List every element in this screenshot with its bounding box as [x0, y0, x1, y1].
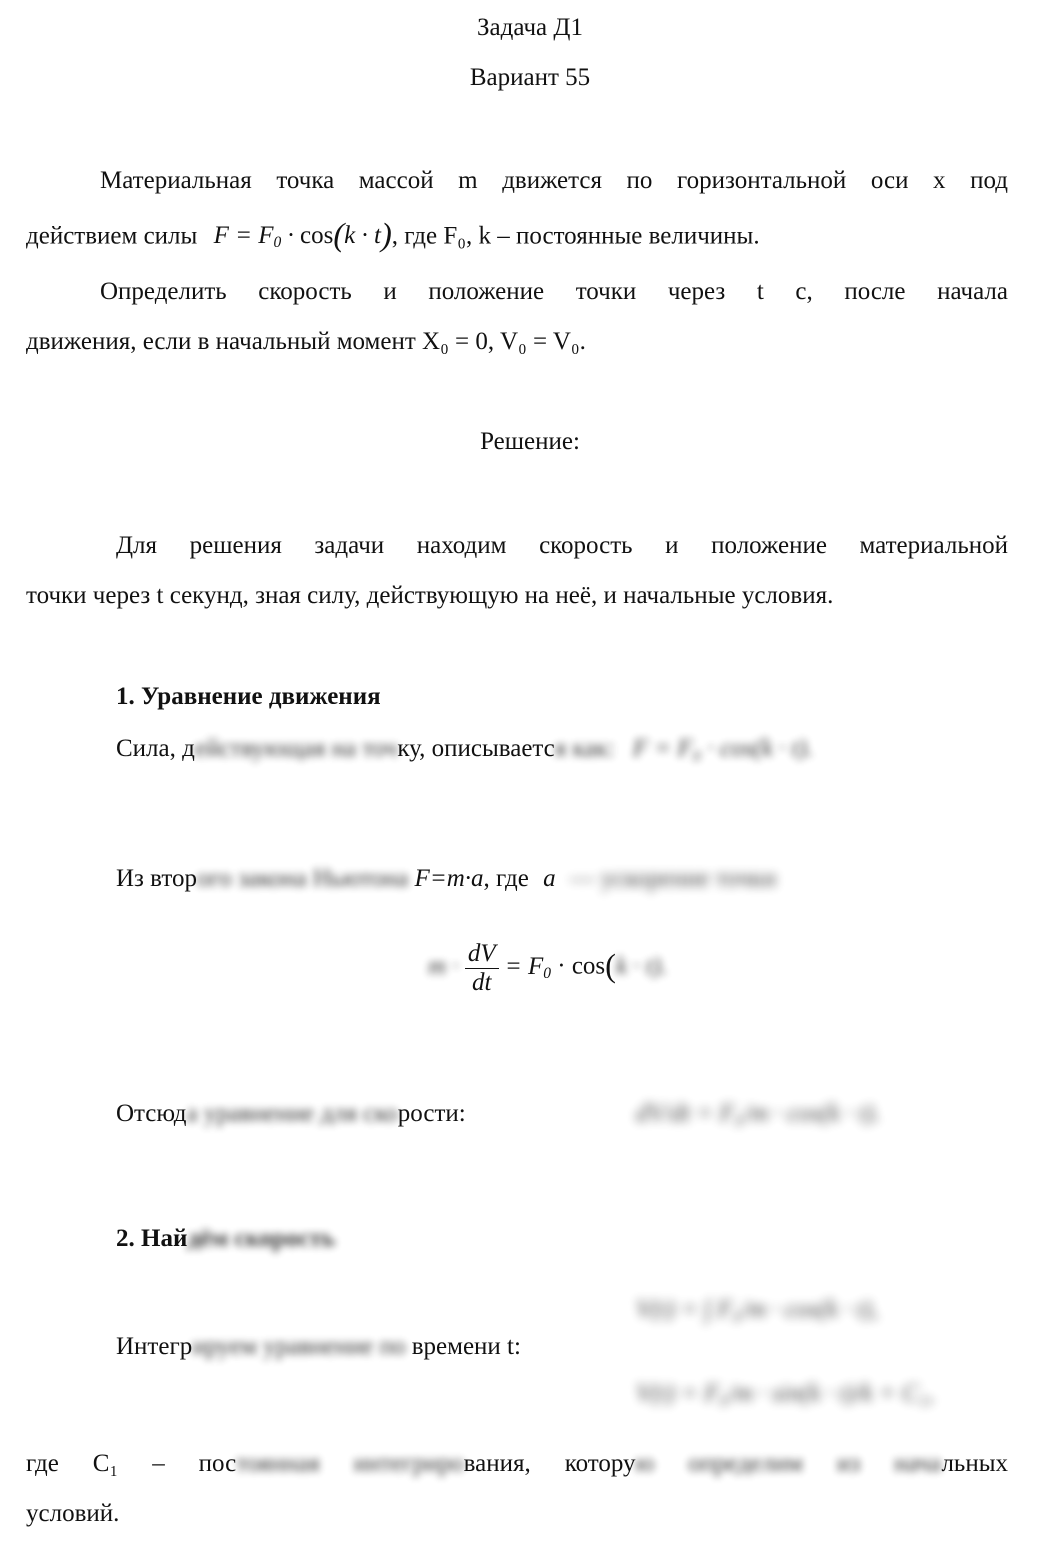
section-2-line-a: [116, 1333, 521, 1361]
section-1-title: 1. Уравнение движения: [116, 683, 381, 710]
s1-line-b-text-3: , где: [483, 865, 529, 892]
problem-line-2-end: , где F₀, k – постоянные величины.: [391, 222, 760, 250]
eq-sub: 0: [543, 964, 551, 982]
equation-newton: [428, 940, 667, 996]
s2-last-line-1: [26, 1450, 1008, 1478]
eq-equals-f: = F: [504, 952, 544, 980]
s1-line-b-newton: F=m·a: [414, 865, 484, 892]
s2-last-hidden-2: ю определим из нача: [635, 1450, 942, 1477]
eq-paren: (: [605, 948, 616, 985]
s1-line-c-formula: dV/dt = F₀/m · cos(k · t).: [636, 1100, 881, 1127]
s1-line-c-text-2: рости:: [397, 1100, 466, 1127]
section-2-title-visible: 2. Най: [116, 1225, 188, 1252]
s1-line-b-text-1: Из втор: [116, 865, 197, 892]
section-1-line-c: [116, 1100, 466, 1128]
solution-intro-line-2: точки через t секунд, зная силу, действующую на неё, и начальные условия.: [26, 582, 834, 609]
s2-formula-2: V(t) = F₀/m · sin(k · t)/k + C₁,: [636, 1380, 934, 1407]
problem-line-3: Определить скорость и положение точки через t с, после начала: [100, 278, 1008, 305]
eq-cos: · cos: [557, 952, 606, 980]
s1-line-c-text-1: Отсюд: [116, 1100, 187, 1127]
s2-last-line-2: условий.: [26, 1500, 120, 1527]
s1-line-a-hidden-2: я как:: [554, 735, 615, 762]
section-2-title: [116, 1225, 335, 1253]
s1-line-b-hidden-1: ого закона Ньютона: [196, 865, 409, 892]
s2-last-text-2: вания, котору: [463, 1450, 636, 1477]
problem-line-4: движения, если в начальный момент X₀ = 0, V₀ = V₀.: [26, 328, 586, 355]
eq-right: [505, 953, 551, 980]
problem-line-2-start: действием силы: [26, 222, 198, 250]
section-1-line-a: [116, 735, 813, 763]
eq-numerator: dV: [465, 940, 499, 969]
s1-line-a-text-1: Сила, д: [116, 735, 195, 762]
force-formula: $F = F_0 \cdot \cos(k \cdot t)$: [213, 218, 392, 254]
solution-heading: Решение:: [480, 428, 580, 455]
s2-last-text-3: льных: [941, 1450, 1008, 1477]
s2-formula-1: V(t) = ∫ F₀/m · cos(k · t),: [636, 1296, 879, 1323]
s1-line-c-hidden: а уравнение для ско: [186, 1100, 398, 1127]
eq-hidden: k · t).: [615, 952, 668, 980]
s1-line-a-hidden-1: ействующая на точ: [194, 735, 398, 762]
eq-m: m ·: [428, 952, 459, 980]
variant-title: Вариант 55: [469, 64, 591, 91]
eq-fraction: [465, 940, 499, 996]
s2-last-text-1: где C₁ – пос: [26, 1450, 237, 1477]
s2-line-a-hidden: ируем уравнение по: [192, 1333, 406, 1360]
s1-line-b-hidden-2: — ускорение точки: [569, 865, 777, 892]
section-2-title-hidden: дём скорость: [187, 1225, 336, 1252]
problem-line-2: [26, 218, 760, 255]
section-1-line-b: [116, 865, 776, 893]
s1-line-a-formula: F = F₀ · cos(k · t).: [632, 735, 814, 762]
task-title: Задача Д1: [477, 14, 583, 41]
problem-line-1: Материальная точка массой m движется по горизонтальной оси x под: [100, 167, 1008, 194]
s2-last-hidden-1: тоянная интегриро: [236, 1450, 464, 1477]
s2-line-a-text-2: времени t:: [411, 1333, 521, 1360]
s2-line-a-text-1: Интегр: [116, 1333, 193, 1360]
eq-denominator: dt: [471, 968, 492, 996]
s1-line-b-a: a: [543, 865, 556, 892]
solution-intro-line-1: Для решения задачи находим скорость и положение материальной: [116, 532, 1008, 559]
s1-line-a-text-2: ку, описываетс: [397, 735, 555, 762]
